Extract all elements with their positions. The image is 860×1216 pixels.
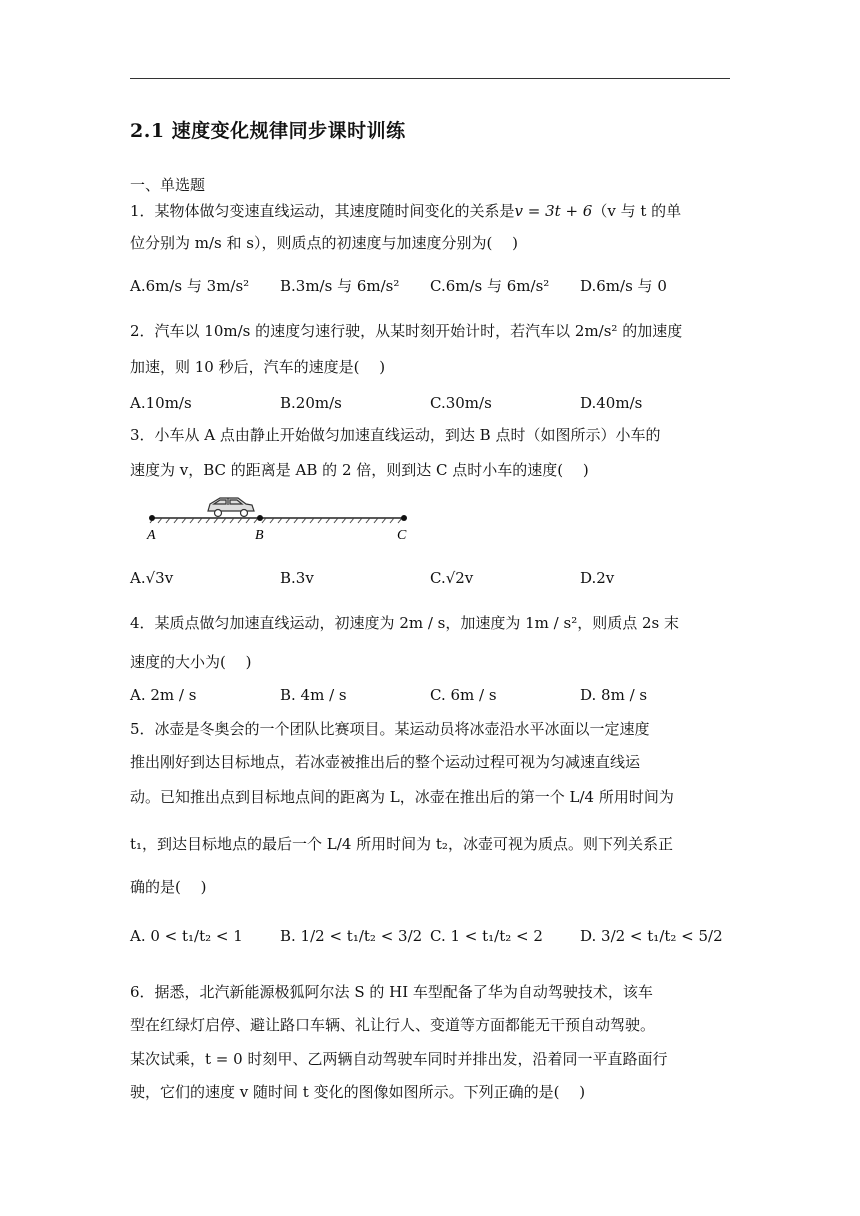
q2-line2: 加速，则 10 秒后，汽车的速度是( ) bbox=[130, 358, 386, 376]
q6-line3: 某次试乘，t = 0 时刻甲、乙两辆自动驾驶车同时并排出发，沿着同一平直路面行 bbox=[130, 1050, 668, 1068]
q5-option-a[interactable]: A. 0 < t₁/t₂ < 1 bbox=[130, 927, 243, 945]
label-c: C bbox=[397, 528, 407, 542]
track-hatching bbox=[150, 518, 404, 523]
q1-option-b[interactable]: B.3m/s 与 6m/s² bbox=[280, 277, 400, 295]
page-title: 2.1 速度变化规律同步课时训练 bbox=[130, 120, 406, 142]
q5-line3: 动。已知推出点到目标地点间的距离为 L，冰壶在推出后的第一个 L/4 所用时间为 bbox=[130, 788, 674, 806]
q4-option-d[interactable]: D. 8m / s bbox=[580, 686, 648, 704]
q4-option-a[interactable]: A. 2m / s bbox=[130, 686, 197, 704]
label-b: B bbox=[255, 528, 264, 542]
car-icon bbox=[208, 498, 254, 517]
q3-option-b[interactable]: B.3v bbox=[280, 569, 314, 587]
point-a-dot bbox=[149, 515, 155, 521]
q3-option-d[interactable]: D.2v bbox=[580, 569, 615, 587]
q5-options bbox=[130, 927, 730, 957]
q2-option-c[interactable]: C.30m/s bbox=[430, 394, 492, 412]
q6-line2: 型在红绿灯启停、避让路口车辆、礼让行人、变道等方面都能无干预自动驾驶。 bbox=[130, 1016, 656, 1034]
point-b-dot bbox=[257, 515, 263, 521]
q4-option-b[interactable]: B. 4m / s bbox=[280, 686, 347, 704]
q5-line2: 推出刚好到达目标地点，若冰壶被推出后的整个运动过程可视为匀减速直线运 bbox=[130, 753, 641, 771]
q4-options bbox=[130, 686, 730, 716]
q3-options bbox=[130, 569, 730, 599]
q5-option-b[interactable]: B. 1/2 < t₁/t₂ < 3/2 bbox=[280, 927, 423, 945]
q1-line2: 位分别为 m/s 和 s），则质点的初速度与加速度分别为( ) bbox=[130, 234, 518, 252]
q4-line1: 4．某质点做匀加速直线运动，初速度为 2m / s，加速度为 1m / s²，则质点 2s 末 bbox=[130, 614, 679, 632]
q3-option-a[interactable]: A.√3v bbox=[130, 569, 174, 587]
q1-line1: 1．某物体做匀变速直线运动，其速度随时间变化的关系是v = 3t + 6（v 与 t 的单 bbox=[130, 202, 682, 220]
q5-line5: 确的是( ) bbox=[130, 878, 207, 896]
q1-option-d[interactable]: D.6m/s 与 0 bbox=[580, 277, 667, 295]
q3-option-c[interactable]: C.√2v bbox=[430, 569, 474, 587]
q3-line2: 速度为 v，BC 的距离是 AB 的 2 倍，则到达 C 点时小车的速度( ) bbox=[130, 461, 589, 479]
q5-option-c[interactable]: C. 1 < t₁/t₂ < 2 bbox=[430, 927, 543, 945]
point-c-dot bbox=[401, 515, 407, 521]
label-a: A bbox=[147, 528, 156, 542]
q6-line1: 6．据悉，北汽新能源极狐阿尔法 S 的 HI 车型配备了华为自动驾驶技术，该车 bbox=[130, 983, 653, 1001]
q4-line2: 速度的大小为( ) bbox=[130, 653, 252, 671]
q1-formula: v = 3t + 6 bbox=[514, 202, 593, 220]
q1-options bbox=[130, 275, 730, 305]
q2-options bbox=[130, 394, 730, 424]
q3-line1: 3．小车从 A 点由静止开始做匀加速直线运动，到达 B 点时（如图所示）小车的 bbox=[130, 426, 661, 444]
q1-option-a[interactable]: A.6m/s 与 3m/s² bbox=[130, 277, 250, 295]
q1-option-c[interactable]: C.6m/s 与 6m/s² bbox=[430, 277, 550, 295]
header-rule bbox=[130, 78, 730, 79]
q2-option-b[interactable]: B.20m/s bbox=[280, 394, 342, 412]
q2-line1: 2．汽车以 10m/s 的速度匀速行驶，从某时刻开始计时，若汽车以 2m/s² 的加速度 bbox=[130, 322, 683, 340]
q2-option-a[interactable]: A.10m/s bbox=[130, 394, 192, 412]
q5-line4: t₁，到达目标地点的最后一个 L/4 所用时间为 t₂，冰壶可视为质点。则下列关系正 bbox=[130, 835, 673, 853]
q5-option-d[interactable]: D. 3/2 < t₁/t₂ < 5/2 bbox=[580, 927, 723, 945]
q5-line1: 5．冰壶是冬奥会的一个团队比赛项目。某运动员将冰壶沿水平冰面以一定速度 bbox=[130, 720, 650, 738]
q4-option-c[interactable]: C. 6m / s bbox=[430, 686, 497, 704]
q6-line4: 驶，它们的速度 v 随时间 t 变化的图像如图所示。下列正确的是( ) bbox=[130, 1083, 586, 1101]
section-heading: 一、单选题 bbox=[130, 176, 206, 194]
q3-track-figure bbox=[142, 492, 422, 542]
q2-option-d[interactable]: D.40m/s bbox=[580, 394, 643, 412]
